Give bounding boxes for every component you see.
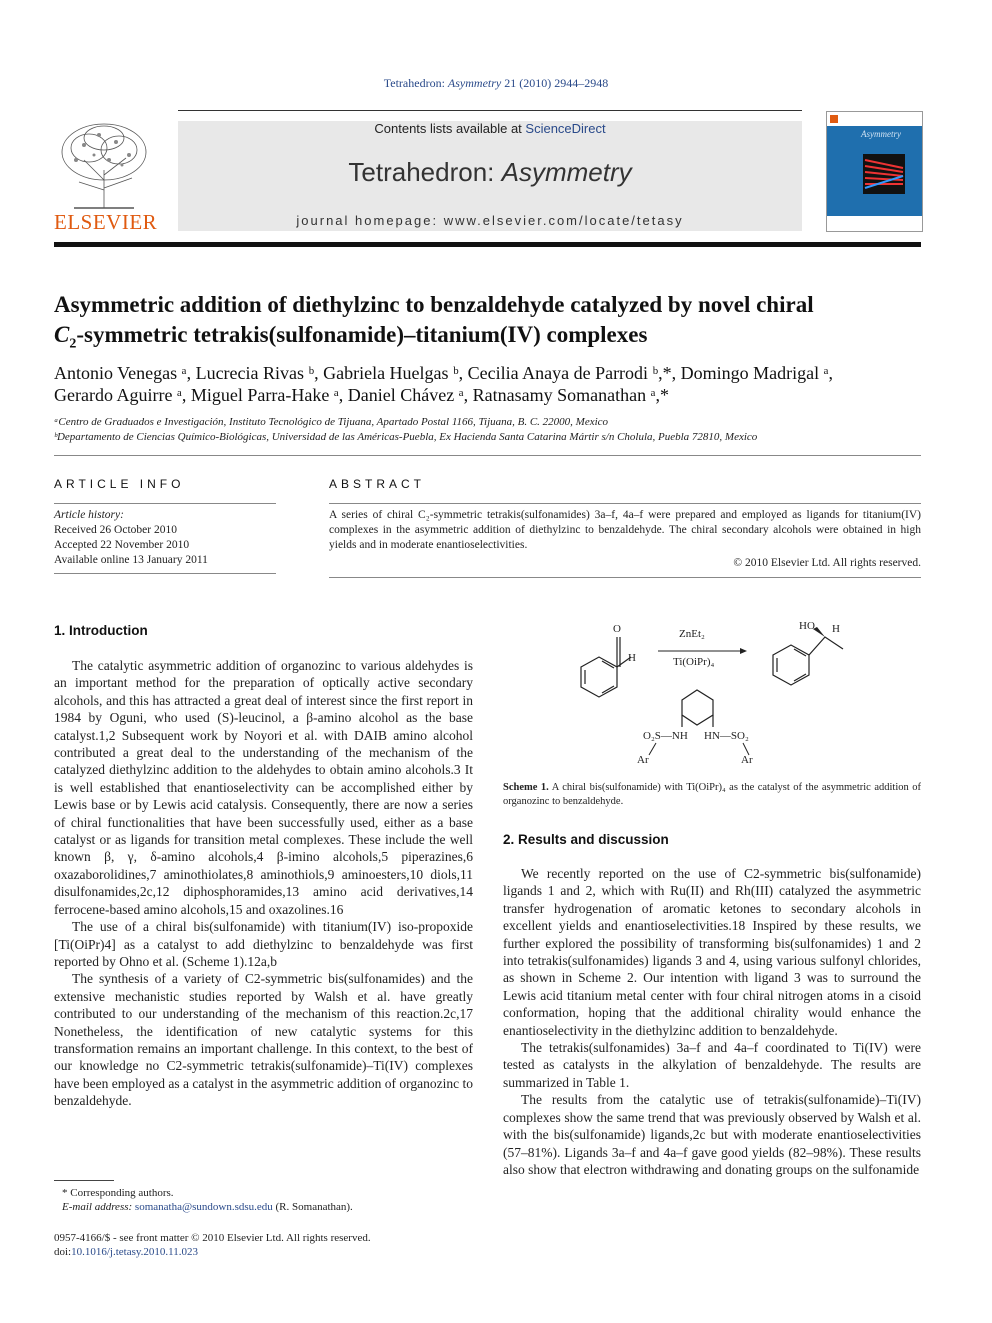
authors-line-1: Antonio Venegas ᵃ, Lucrecia Rivas ᵇ, Gabriela Huelgas ᵇ, Cecilia Anaya de Parrodi ᵇ,*, Domingo Madrigal ᵃ, xyxy=(54,363,834,383)
results-paragraph-1: We recently reported on the use of C2-symmetric bis(sulfonamide) ligands 1 and 2, which with Ru(II) and Rh(III) catalyzed the asymmetric transfer hydrogenation of aromatic ketones to secondary alcohols in excellent yields and enantioselectivities.18 Inspired by these results, we further explored the possibility of transforming bis(sulfonamides) 1 and 2 into tetrakis(sulfonamides) ligands 3 and 4, using various sulfonyl chlorides, as shown in Scheme 2. Our intention with ligand 3 was to surround the Lewis acid titanium metal center with four chiral nitrogen atoms in a cisoid conformation, hoping that the additional chirality would enhance the enantioselectivity in the diethylzinc addition to benzaldehyde. xyxy=(503,866,921,1038)
label-ar-left: Ar xyxy=(637,754,649,766)
contents-line: Contents lists available at ScienceDirect xyxy=(374,121,606,136)
abstract-copyright: © 2010 Elsevier Ltd. All rights reserved. xyxy=(733,557,921,569)
label-left-nh: O₂S—NH xyxy=(643,730,688,742)
divider xyxy=(329,577,921,578)
header-thick-rule xyxy=(54,242,921,247)
abstract-text: A series of chiral C₂-symmetric tetrakis(sulfonamides) 3a–f, 4a–f were prepared and employed as ligands for titanium(IV) complexes in the asymmetric addition of diethylzinc to benzaldehyde. The chiral secondary alcohols were obtained in high yields and in moderate enantioselectivities. xyxy=(329,509,921,551)
doi-link[interactable]: 10.1016/j.tetasy.2010.11.023 xyxy=(71,1246,199,1258)
elsevier-logo-text: ELSEVIER xyxy=(54,210,158,234)
reagent-titanium: Ti(OiPr)₄ xyxy=(673,656,715,668)
affiliation-b: ᵇDepartamento de Ciencias Químico-Biológicas, Universidad de las Américas-Puebla, Ex Hacienda Santa Catarina Mártir s/n Cholula, Puebla 72810, Mexico xyxy=(54,431,758,443)
product-alcohol-structure xyxy=(773,637,843,685)
journal-homepage[interactable]: journal homepage: www.elsevier.com/locate/tetasy xyxy=(296,213,684,228)
label-ar-right: Ar xyxy=(741,754,753,766)
scheme-1-figure xyxy=(503,615,921,775)
label-h: H xyxy=(628,652,636,664)
label-o: O xyxy=(613,623,621,635)
journal-cover-image xyxy=(826,111,923,232)
results-heading: 2. Results and discussion xyxy=(503,832,669,847)
label-h2: H xyxy=(832,623,840,635)
intro-paragraph-1: The catalytic asymmetric addition of organozinc to various aldehydes is an important method for the preparation of optically active secondary alcohols, and this has attracted a great deal of interest since the first report in 1984 by Oguni, who used (S)-leucinol, a β-amino alcohol as the base catalyst.1,2 Subsequent work by Noyori et al. with DAIB amino alcohol contributed a great deal to the understanding of the mechanism of the catalyzed diethylzinc addition to the aldehydes to obtain amino alcohols.3 It is well established that enantioselectivity can be accomplished either by Lewis base or by Lewis acid catalysis. Consequently, there are now a series of chiral functionalities that have been successfully used, either as a base catalyst or as ligands for transition metal complexes. These include the well known β, γ, δ-amino alcohols,4 β-imino alcohols,5 piperazines,6 oxazaborolidines,7 aminothiolates,8 aminothiols,9 aminoesters,10 diols,11 disulfonamides,2c,12 diphosphoramides,13 amino acid derivatives,14 ferrocene-based amino alcohols,15 and oxazolines.16 xyxy=(54,658,473,917)
intro-paragraph-3: The synthesis of a variety of C2-symmetric bis(sulfonamides) and the extensive mechanistic studies reported by Walsh et al. have greatly contributed to our understanding of the mechanism of this reaction.2c,17 Nonetheless, the identification of new catalytic systems for this transformation remains an important challenge. In this context, to the best of our knowledge no C2-symmetric tetrakis(sulfonamide)–Ti(IV) complexes have been employed as a catalyst in the asymmetric addition of organozinc to benzaldehyde. xyxy=(54,971,473,1109)
email-link[interactable]: somanatha@sundown.sdsu.edu xyxy=(134,1201,273,1213)
intro-paragraph-2: The use of a chiral bis(sulfonamide) with titanium(IV) iso-propoxide [Ti(OiPr)4] as a catalyst to add diethylzinc to benzaldehyde was first reported by Ohno et al. (Scheme 1).12a,b xyxy=(54,919,473,969)
corresponding-note: * Corresponding authors. E-mail address: somanatha@sundown.sdsu.edu (R. Somanathan). xyxy=(62,1187,353,1213)
benzaldehyde-structure xyxy=(581,637,631,697)
journal-header-box xyxy=(178,121,802,231)
introduction-heading: 1. Introduction xyxy=(54,623,148,638)
results-paragraph-3: The results from the catalytic use of tetrakis(sulfonamide)–Ti(IV) complexes show the same trend that was previously observed by Walsh et al. with the bis(sulfonamide) ligands,2c but with moderate enantioselectivities (57–81%). Ligands 3a–f and 4a–f gave good yields (82–98%). These results also show that electron withdrawing and donating groups on the sulfonamide xyxy=(503,1092,921,1177)
article-title: Asymmetric addition of diethylzinc to benzaldehyde catalyzed by novel chiral $C_2$-symmetric tetrakis(sulfonamide)–titanium(IV) complexes xyxy=(54,292,814,352)
article-info-heading: ARTICLE INFO xyxy=(54,477,185,491)
footnote-rule xyxy=(54,1180,114,1181)
elsevier-tree-logo-icon xyxy=(54,120,154,210)
bis-sulfonamide-structure xyxy=(682,690,713,727)
authors-line-2: Gerardo Aguirre ᵃ, Miguel Parra-Hake ᵃ, Daniel Chávez ᵃ, Ratnasamy Somanathan ᵃ,* xyxy=(54,385,669,405)
affiliation-a: ᵃCentro de Graduados e Investigación, Instituto Tecnológico de Tijuana, Apartado Postal 1166, Tijuana, B. C. 22000, Mexico xyxy=(54,416,609,428)
results-paragraph-2: The tetrakis(sulfonamides) 3a–f and 4a–f coordinated to Ti(IV) were tested as catalysts in the alkylation of benzaldehyde. The results are summarized in Table 1. xyxy=(503,1040,921,1090)
divider xyxy=(54,455,921,456)
cover-subtitle: Asymmetry xyxy=(861,129,901,139)
introduction-body xyxy=(54,657,473,1110)
journal-title: Tetrahedron: Asymmetry xyxy=(348,157,632,187)
scheme-1-caption: Scheme 1. A chiral bis(sulfonamide) with Ti(OiPr)₄ as the catalyst of the asymmetric addition of organozinc to benzaldehyde. xyxy=(503,782,921,807)
divider xyxy=(329,503,921,504)
label-right-nh: HN—SO₂ xyxy=(704,730,749,742)
cover-artwork xyxy=(863,154,905,194)
sciencedirect-link[interactable]: ScienceDirect xyxy=(525,121,606,136)
header-top-rule xyxy=(178,110,802,111)
reagent-zinc: ZnEt₂ xyxy=(679,628,705,640)
label-ho: HO xyxy=(799,620,815,632)
front-matter: 0957-4166/$ - see front matter © 2010 Elsevier Ltd. All rights reserved. doi:10.1016/j.tetasy.2010.11.023 xyxy=(54,1232,371,1258)
abstract-heading: ABSTRACT xyxy=(329,477,426,491)
results-body xyxy=(503,865,921,1178)
author-list xyxy=(54,362,924,406)
divider xyxy=(54,503,276,504)
article-history: Article history: Received 26 October 2010 Accepted 22 November 2010 Available online 13 January 2011 xyxy=(54,509,208,566)
divider xyxy=(54,573,276,574)
journal-citation[interactable]: Tetrahedron: Asymmetry 21 (2010) 2944–2948 xyxy=(383,76,609,90)
cover-title: Tetrahedron: xyxy=(849,118,906,129)
